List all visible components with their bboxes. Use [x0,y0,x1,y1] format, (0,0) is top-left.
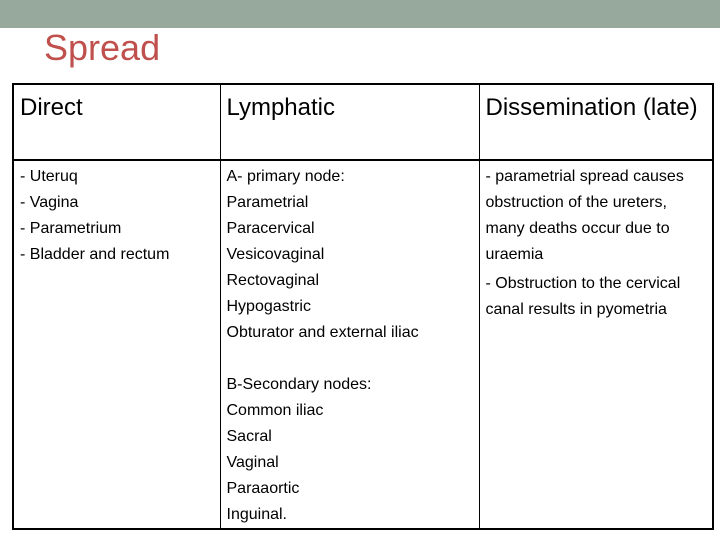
primary-nodes-heading: A- primary node: [226,168,345,185]
body-row [13,160,713,529]
direct-cell [13,160,220,529]
primary-node-item: Vesicovaginal [226,246,325,263]
primary-node-item: Parametrial [226,194,309,211]
secondary-node-item: Common iliac [226,402,324,419]
primary-node-item: Rectovaginal [226,272,319,289]
spacer [227,346,473,372]
primary-node-item: Hypogastric [226,298,311,315]
top-band [0,0,720,28]
header-direct: Direct [13,84,220,160]
primary-node-item: Paracervical [226,220,315,237]
primary-node-item: Obturator and external iliac [226,324,419,341]
secondary-node-item: Inguinal. [226,506,287,523]
direct-item: - Bladder and rectum [20,246,170,263]
dissemination-cell [479,160,713,529]
direct-item: - Vagina [20,194,79,211]
dissemination-item: - parametrial spread causes obstruction of the ureters, many deaths occur due to uraemia [485,168,684,263]
direct-item: - Parametrium [20,220,122,237]
secondary-nodes-heading: B-Secondary nodes: [226,376,372,393]
secondary-node-item: Sacral [226,428,272,445]
lymphatic-cell [220,160,479,529]
slide-title: Spread [44,27,161,68]
header-lymphatic: Lymphatic [220,84,479,160]
header-row [13,84,713,160]
dissemination-item: - Obstruction to the cervical canal results in pyometria [485,275,681,318]
spread-table [12,83,714,530]
direct-item: - Uteruq [20,168,78,185]
secondary-node-item: Paraaortic [226,480,300,497]
header-dissemination: Dissemination (late) [479,84,713,160]
secondary-node-item: Vaginal [226,454,279,471]
